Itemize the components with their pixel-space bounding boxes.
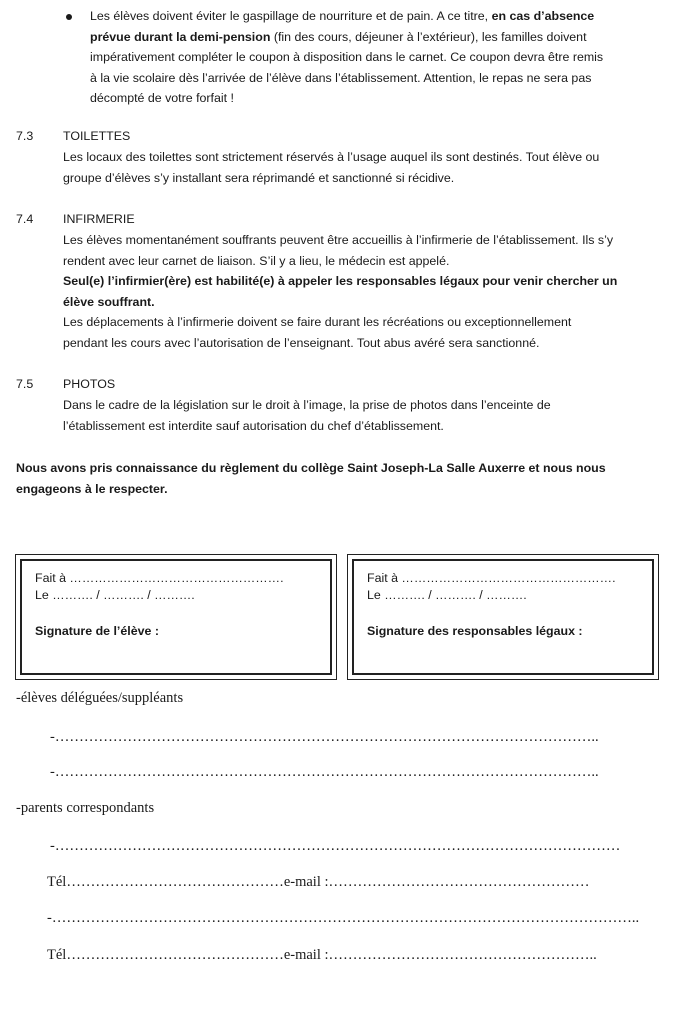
section-title-infirmerie: INFIRMERIE [63, 212, 135, 226]
section-number-7-4: 7.4 [16, 212, 34, 226]
parents-heading: -parents correspondants [16, 800, 155, 816]
student-signature-box [15, 554, 337, 680]
bullet-line-2: prévue durant la demi-pension (fin des cours, déjeuner à l’extérieur), les familles doivent [90, 29, 587, 44]
section-body-toilettes [63, 147, 657, 188]
bullet-line-5: décompté de votre forfait ! [90, 91, 234, 106]
photos-line-2: l’établissement est interdite sauf autorisation du chef d’établissement. [63, 418, 444, 433]
infirmerie-bold-line-2: élève souffrant. [63, 294, 155, 309]
section-title-photos: PHOTOS [63, 377, 116, 391]
section-body-photos [63, 395, 657, 436]
acknowledgement-line-1: Nous avons pris connaissance du règlement du collège Saint Joseph-La Salle Auxerre et nous nous [16, 461, 606, 475]
delegates-heading: -élèves déléguées/suppléants [16, 690, 184, 706]
parents-signature-box [347, 554, 659, 680]
photos-line-1: Dans le cadre de la législation sur le droit à l’image, la prise de photos dans l’enceinte de [63, 398, 551, 412]
bullet-line-1: Les élèves doivent éviter le gaspillage de nourriture et de pain. A ce titre, en cas d’absence [90, 9, 595, 23]
parents-tel-email-2[interactable]: Tél………………………………………e-mail :……………………………………………….. [47, 947, 597, 963]
toilettes-line-2: groupe d’élèves s’y installant sera réprimandé et sanctionné si récidive. [63, 170, 455, 185]
bullet-line-4: à la vie scolaire dès l’arrivée de l’élève dans l’établissement. Attention, le repas ne sera pas [90, 70, 592, 85]
parents-fait-a-field[interactable]: Fait à ……………………………………………. [367, 571, 616, 585]
infirmerie-line-2: rendent avec leur carnet de liaison. S’il y a lieu, le médecin est appelé. [63, 253, 450, 268]
bullet-paragraph [90, 6, 657, 109]
toilettes-line-1: Les locaux des toilettes sont strictement réservés à l’usage auquel ils sont destinés. Tout élève ou [63, 150, 600, 164]
delegates-line-2[interactable]: -………………………………………………………………………………………………….. [50, 764, 599, 780]
section-number-7-5: 7.5 [16, 377, 34, 391]
student-signature-box-inner [20, 559, 332, 675]
delegates-line-1[interactable]: -………………………………………………………………………………………………….. [50, 729, 599, 745]
student-box-text [35, 570, 284, 604]
infirmerie-line-4: pendant les cours avec l’autorisation de l’enseignant. Tout abus avéré sera sanctionné. [63, 335, 540, 350]
parents-date-field[interactable]: Le ………. / ………. / ………. [367, 588, 527, 602]
acknowledgement-line-2: engageons à le respecter. [16, 481, 168, 496]
infirmerie-line-1: Les élèves momentanément souffrants peuvent être accueillis à l’infirmerie de l’établissement. Ils s’y [63, 233, 614, 247]
section-body-infirmerie [63, 230, 657, 354]
parents-signature-box-inner [352, 559, 654, 675]
student-fait-a-field[interactable]: Fait à ……………………………………………. [35, 571, 284, 585]
bullet-line-3: impérativement compléter le coupon à disposition dans le carnet. Ce coupon devra être remis [90, 50, 604, 65]
parents-tel-email-1[interactable]: Tél………………………………………e-mail :……………………………………………… [47, 874, 590, 890]
parents-line-2[interactable]: -………………………………………………………………………………………………………….. [47, 910, 640, 926]
infirmerie-line-3: Les déplacements à l’infirmerie doivent se faire durant les récréations ou exceptionnellement [63, 315, 572, 330]
parents-line-1[interactable]: -……………………………………………………………………………………………………… [50, 838, 621, 854]
student-signature-label: Signature de l’élève : [35, 624, 159, 638]
acknowledgement-paragraph [16, 458, 657, 499]
parents-signature-label: Signature des responsables légaux : [367, 624, 583, 638]
section-number-7-3: 7.3 [16, 129, 34, 143]
student-date-field[interactable]: Le ………. / ………. / ………. [35, 588, 195, 602]
parents-box-text [367, 570, 616, 604]
section-title-toilettes: TOILETTES [63, 129, 131, 143]
bullet-point [66, 14, 72, 20]
infirmerie-bold-line-1: Seul(e) l’infirmier(ère) est habilité(e) à appeler les responsables légaux pour venir chercher un [63, 274, 618, 289]
